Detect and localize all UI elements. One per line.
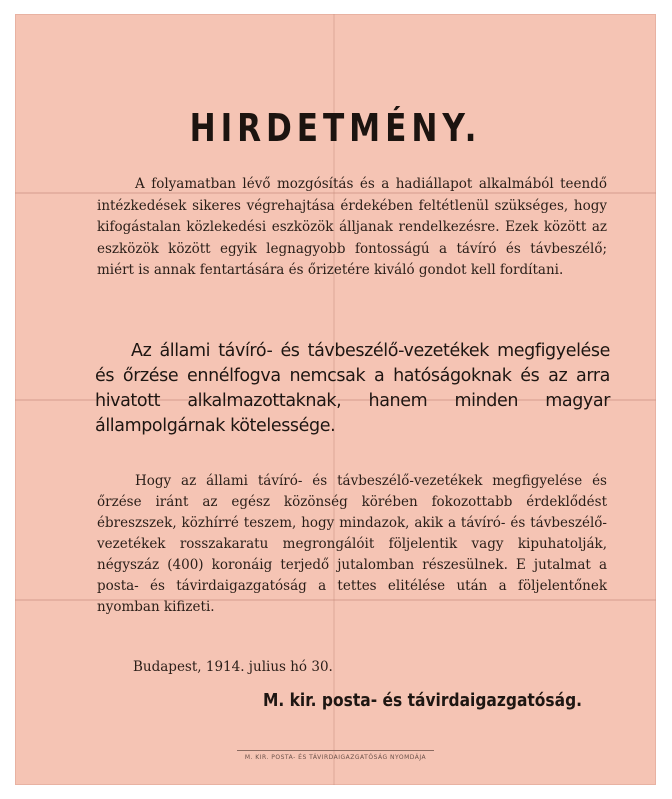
reward-paragraph: Hogy az állami távíró- és távbeszélő-vezetékek megfigyelése és őrzése iránt az egész közönség körében fokozottabb érdeklődést ébreszszek, közhírré teszem, hogy mindazok, akik a távíró- és távbeszélő-vezetékek rosszakaratu megrongálóit följelentik vagy kipuhatolják, négyszáz (400) koronáig terjedő jutalomban részesülnek. E jutalmat a posta- és távirdaigazgatóság a tettes elitélése után a följelentőnek nyomban kifizeti. [97,473,607,615]
printer-imprint: M. KIR. POSTA- ÉS TÁVIRDAIGAZGATÓSÁG NYOMDÁJA [244,754,427,761]
printer-rule [237,750,434,751]
date-line: Budapest, 1914. julius hó 30. [133,659,333,675]
intro-paragraph: A folyamatban lévő mozgósítás és a hadiállapot alkalmából teendő intézkedések sikeres végrehajtása érdekében feltétlenül szükséges, hogy kifogástalan közlekedési eszközök álljanak rendelkezésre. Ezek között az eszközök között egyik legnagyobb fontosságú a távíró és távbeszélő; miért is annak fentartására és őrizetére kiváló gondot kell fordítani. [97,176,607,278]
signature: M. kir. posta- és távirdaigazgatóság. [262,690,582,711]
emphasis-paragraph: Az állami távíró- és távbeszélő-vezetékek megfigyelése és őrzése ennélfogva nemcsak a hatóságoknak és az arra hivatott alkalmazottaknak, hanem minden magyar állampolgárnak kötelessége. [95,341,610,436]
poster-title: HIRDETMÉNY. [189,106,482,150]
poster-sheet [15,14,656,785]
